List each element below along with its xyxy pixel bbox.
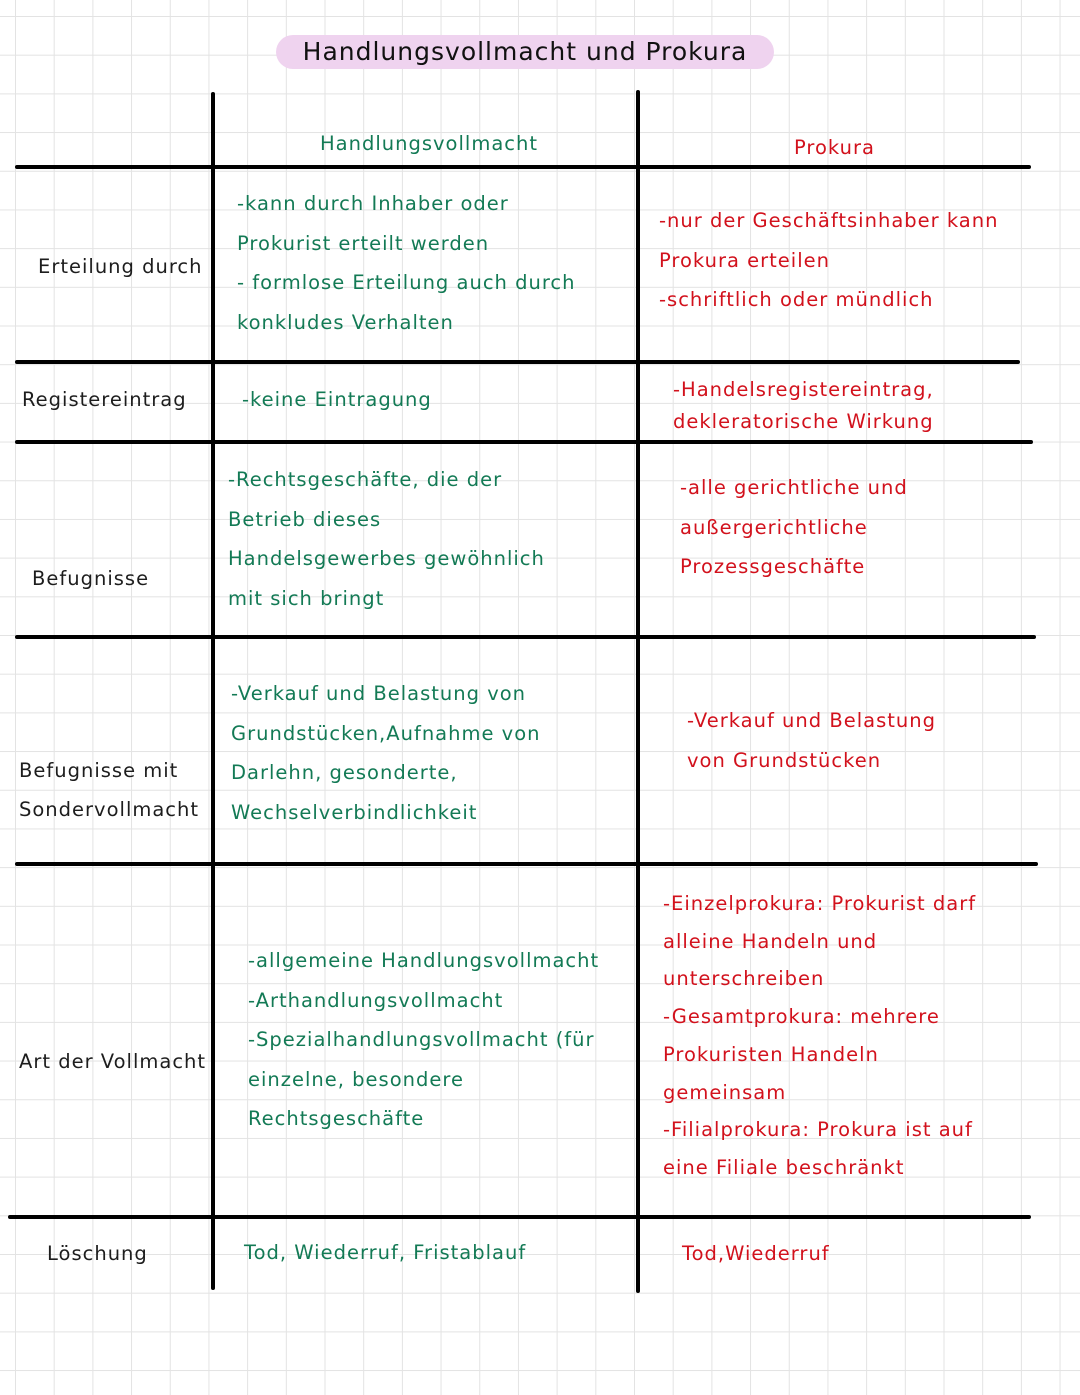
row-divider <box>15 862 1038 866</box>
handlungsvollmacht-cell-line: Betrieb dieses <box>228 507 382 531</box>
prokura-cell-line: -Einzelprokura: Prokurist darf <box>663 892 977 915</box>
handlungsvollmacht-cell-line: -Rechtsgeschäfte, die der <box>228 468 503 491</box>
prokura-cell-line: -Gesamtprokura: mehrere <box>663 1005 940 1029</box>
handlungsvollmacht-cell-line: Rechtsgeschäfte <box>248 1107 425 1130</box>
prokura-cell-line: alleine Handeln und <box>663 929 878 953</box>
handlungsvollmacht-cell-line: -Verkauf und Belastung von <box>231 682 527 705</box>
column-header-prokura: Prokura <box>794 136 875 159</box>
handlungsvollmacht-cell-line: Tod, Wiederruf, Fristablauf <box>244 1241 527 1264</box>
prokura-cell-line: -Handelsregistereintrag, <box>673 378 934 401</box>
handlungsvollmacht-cell-line: mit sich bringt <box>228 587 385 611</box>
prokura-cell-line: -alle gerichtliche und <box>680 476 908 499</box>
handlungsvollmacht-cell-line: -Spezialhandlungsvollmacht (für <box>248 1028 595 1051</box>
handlungsvollmacht-cell-line: Prokurist erteilt werden <box>237 231 490 255</box>
prokura-cell-line: dekleratorische Wirkung <box>673 410 934 433</box>
page-title: Handlungsvollmacht und Prokura <box>276 35 774 69</box>
row-label-line: Erteilung durch <box>38 255 203 278</box>
row-label-line: Sondervollmacht <box>19 798 200 821</box>
handlungsvollmacht-cell-line: einzelne, besondere <box>248 1067 464 1091</box>
row-divider <box>15 440 1033 444</box>
prokura-cell-line: -Filialprokura: Prokura ist auf <box>663 1118 973 1142</box>
prokura-cell-line: -schriftlich oder mündlich <box>659 288 934 311</box>
prokura-cell-line: -nur der Geschäftsinhaber kann <box>659 209 999 232</box>
row-label-line: Löschung <box>47 1242 148 1265</box>
handlungsvollmacht-cell-line: Handelsgewerbes gewöhnlich <box>228 547 545 571</box>
row-divider <box>8 1215 1031 1219</box>
prokura-cell-line: Prokuristen Handeln <box>663 1042 879 1066</box>
column-divider <box>636 90 640 1293</box>
prokura-cell-line: -Verkauf und Belastung <box>687 709 936 732</box>
handlungsvollmacht-cell-line: -keine Eintragung <box>242 388 432 411</box>
prokura-cell-line: Tod,Wiederruf <box>682 1242 830 1265</box>
row-divider <box>15 635 1036 639</box>
handlungsvollmacht-cell-line: -allgemeine Handlungsvollmacht <box>248 949 600 972</box>
handlungsvollmacht-cell-line: konkludes Verhalten <box>237 310 454 334</box>
handlungsvollmacht-cell-line: -Arthandlungsvollmacht <box>248 988 504 1012</box>
handlungsvollmacht-cell-line: -kann durch Inhaber oder <box>237 192 509 215</box>
handlungsvollmacht-cell-line: Darlehn, gesonderte, <box>231 761 458 784</box>
row-label-line: Registereintrag <box>22 388 187 411</box>
prokura-cell-line: Prokura erteilen <box>659 248 831 272</box>
row-label-line: Befugnisse mit <box>19 759 179 782</box>
column-divider <box>211 92 215 1290</box>
prokura-cell-line: eine Filiale beschränkt <box>663 1155 905 1179</box>
prokura-cell-line: Prozessgeschäfte <box>680 555 866 578</box>
handlungsvollmacht-cell-line: - formlose Erteilung auch durch <box>237 271 576 294</box>
row-label-line: Befugnisse <box>32 567 150 590</box>
handlungsvollmacht-cell-line: Wechselverbindlichkeit <box>231 800 478 824</box>
row-divider <box>15 360 1020 364</box>
row-divider <box>15 165 1031 169</box>
prokura-cell-line: von Grundstücken <box>687 749 882 772</box>
handlungsvollmacht-cell-line: Grundstücken,Aufnahme von <box>231 721 541 745</box>
prokura-cell-line: außergerichtliche <box>680 515 868 539</box>
column-header-handlungsvollmacht: Handlungsvollmacht <box>320 132 538 155</box>
row-label-line: Art der Vollmacht <box>19 1050 207 1073</box>
prokura-cell-line: unterschreiben <box>663 967 825 991</box>
prokura-cell-line: gemeinsam <box>663 1080 787 1104</box>
